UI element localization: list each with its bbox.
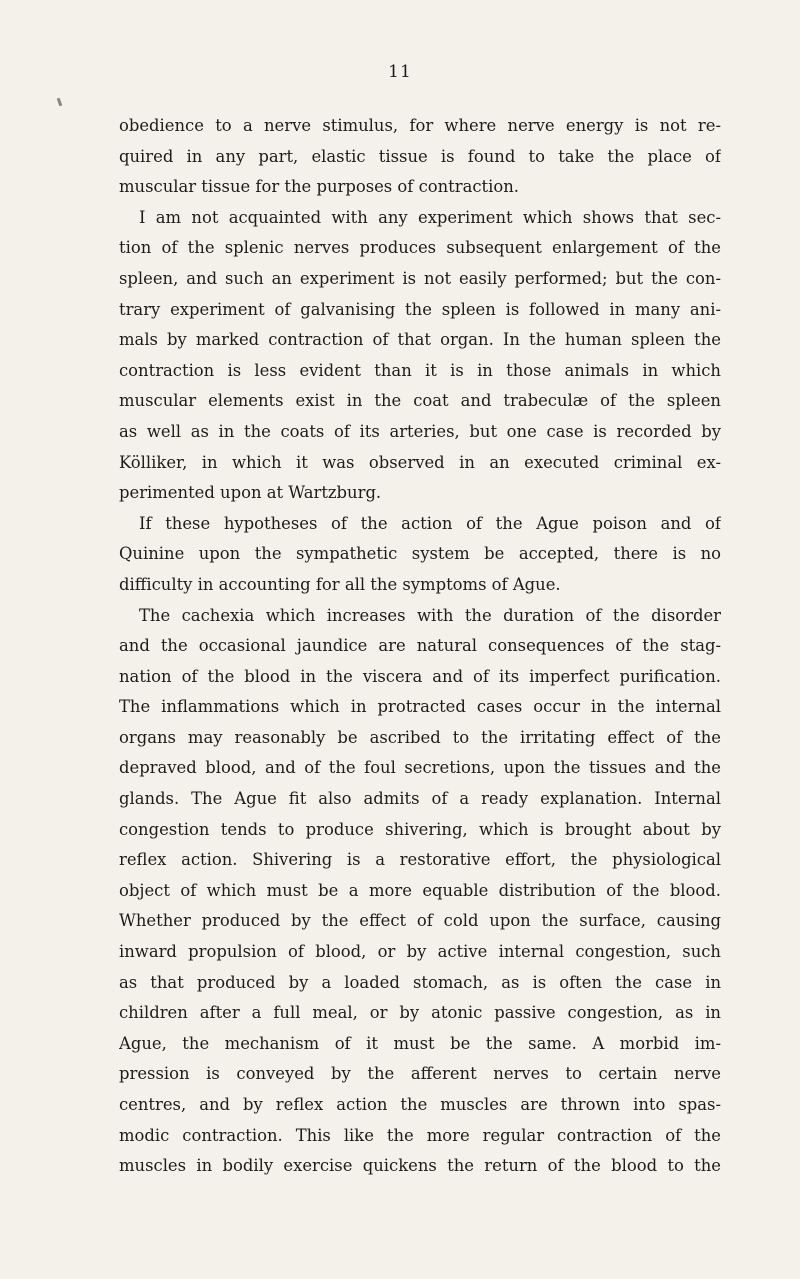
text-line: muscular tissue for the purposes of contraction. — [119, 177, 520, 197]
body-text — [119, 111, 721, 1182]
text-line: Kölliker, in which it was observed in an executed criminal ex- — [119, 452, 721, 472]
text-line: perimented upon at Wartzburg. — [119, 483, 382, 503]
text-line: modic contraction. This like the more regular contraction of the — [119, 1125, 721, 1145]
text-line: children after a full meal, or by atonic passive congestion, as in — [119, 1003, 721, 1023]
text-line: obedience to a nerve stimulus, for where nerve energy is not re- — [119, 116, 721, 135]
text-line: contraction is less evident than it is in those animals in which — [119, 360, 721, 380]
text-line: and the occasional jaundice are natural consequences of the stag- — [119, 636, 721, 656]
text-line: The inflammations which in protracted cases occur in the internal — [119, 697, 721, 717]
text-line: glands. The Ague fit also admits of a ready explanation. Internal — [119, 789, 721, 809]
text-line: If these hypotheses of the action of the Ague poison and of — [139, 513, 721, 533]
text-line: mals by marked contraction of that organ. In the human spleen the — [119, 330, 721, 350]
text-line: The cachexia which increases with the duration of the disorder — [139, 605, 721, 625]
text-line: Quinine upon the sympathetic system be accepted, there is no — [119, 544, 721, 564]
text-line: Ague, the mechanism of it must be the same. A morbid im- — [119, 1033, 721, 1053]
margin-tick-mark — [57, 98, 63, 107]
text-line: as that produced by a loaded stomach, as is often the case in — [119, 972, 721, 992]
text-line: as well as in the coats of its arteries, but one case is recorded by — [119, 421, 721, 441]
text-line: tion of the splenic nerves produces subsequent enlargement of the — [119, 238, 721, 258]
text-line: nation of the blood in the viscera and of its imperfect purification. — [119, 666, 721, 686]
text-line: muscular elements exist in the coat and trabeculæ of the spleen — [119, 391, 721, 411]
text-line: depraved blood, and of the foul secretions, upon the tissues and the — [119, 758, 721, 778]
text-line: muscles in bodily exercise quickens the return of the blood to the — [119, 1156, 721, 1176]
text-line: trary experiment of galvanising the spleen is followed in many ani- — [119, 299, 721, 319]
text-line: pression is conveyed by the afferent nerves to certain nerve — [119, 1064, 721, 1084]
text-line: organs may reasonably be ascribed to the irritating effect of the — [119, 727, 721, 747]
text-line: spleen, and such an experiment is not easily performed; but the con- — [119, 268, 721, 288]
text-line: inward propulsion of blood, or by active internal congestion, such — [119, 942, 721, 962]
text-line: centres, and by reflex action the muscles are thrown into spas- — [119, 1095, 721, 1114]
text-line: difficulty in accounting for all the symptoms of Ague. — [119, 574, 561, 594]
text-line: I am not acquainted with any experiment which shows that sec- — [139, 207, 721, 227]
text-line: object of which must be a more equable distribution of the blood. — [119, 880, 721, 900]
text-line: reflex action. Shivering is a restorative effort, the physiological — [119, 850, 721, 870]
text-line: quired in any part, elastic tissue is found to take the place of — [119, 146, 721, 166]
text-line: Whether produced by the effect of cold upon the surface, causing — [119, 911, 721, 931]
text-line: congestion tends to produce shivering, which is brought about by — [119, 819, 721, 839]
page-number: 11 — [388, 62, 412, 82]
